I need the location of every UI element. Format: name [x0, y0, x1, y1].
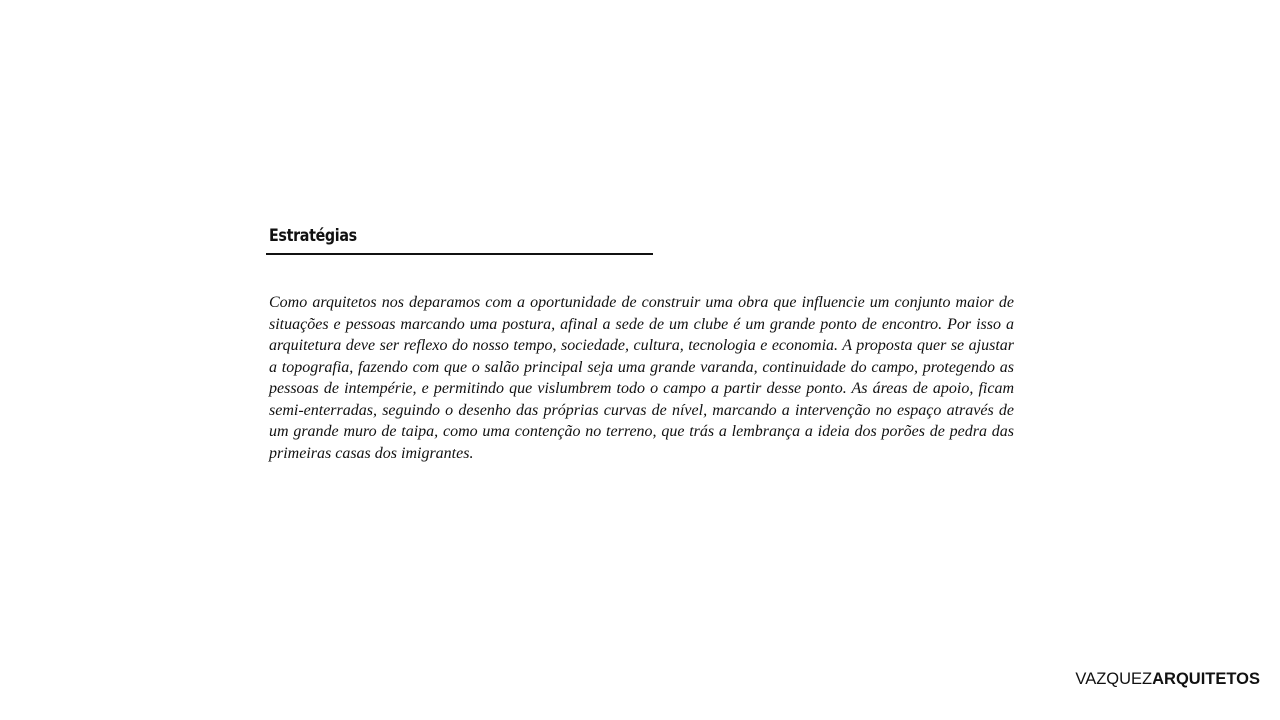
brand-name-regular: VAZQUEZ: [1075, 670, 1153, 688]
brand-logo: [1075, 670, 1260, 689]
body-paragraph: Como arquitetos nos deparamos com a oportunidade de construir uma obra que influencie um conjunto maior de situações e pessoas marcando uma postura, afinal a sede de um clube é um grande ponto de encontro. Por isso a arquitetura deve ser reflexo do nosso tempo, sociedade, cultura, tecnologia e economia. A proposta quer se ajustar a topografia, fazendo com que o salão principal seja uma grande varanda, continuidade do campo, protegendo as pessoas de intempérie, e permitindo que vislumbrem todo o campo a partir desse ponto. As áreas de apoio, ficam semi-enterradas, seguindo o desenho das próprias curvas de nível, marcando a intervenção no espaço através de um grande muro de taipa, como uma contenção no terreno, que trás a lembrança a ideia dos porões de pedra das primeiras casas dos imigrantes.: [269, 294, 1014, 462]
brand-name-bold: ARQUITETOS: [1152, 670, 1260, 688]
section-heading: [266, 225, 653, 255]
section-title: Estratégias: [269, 226, 357, 246]
